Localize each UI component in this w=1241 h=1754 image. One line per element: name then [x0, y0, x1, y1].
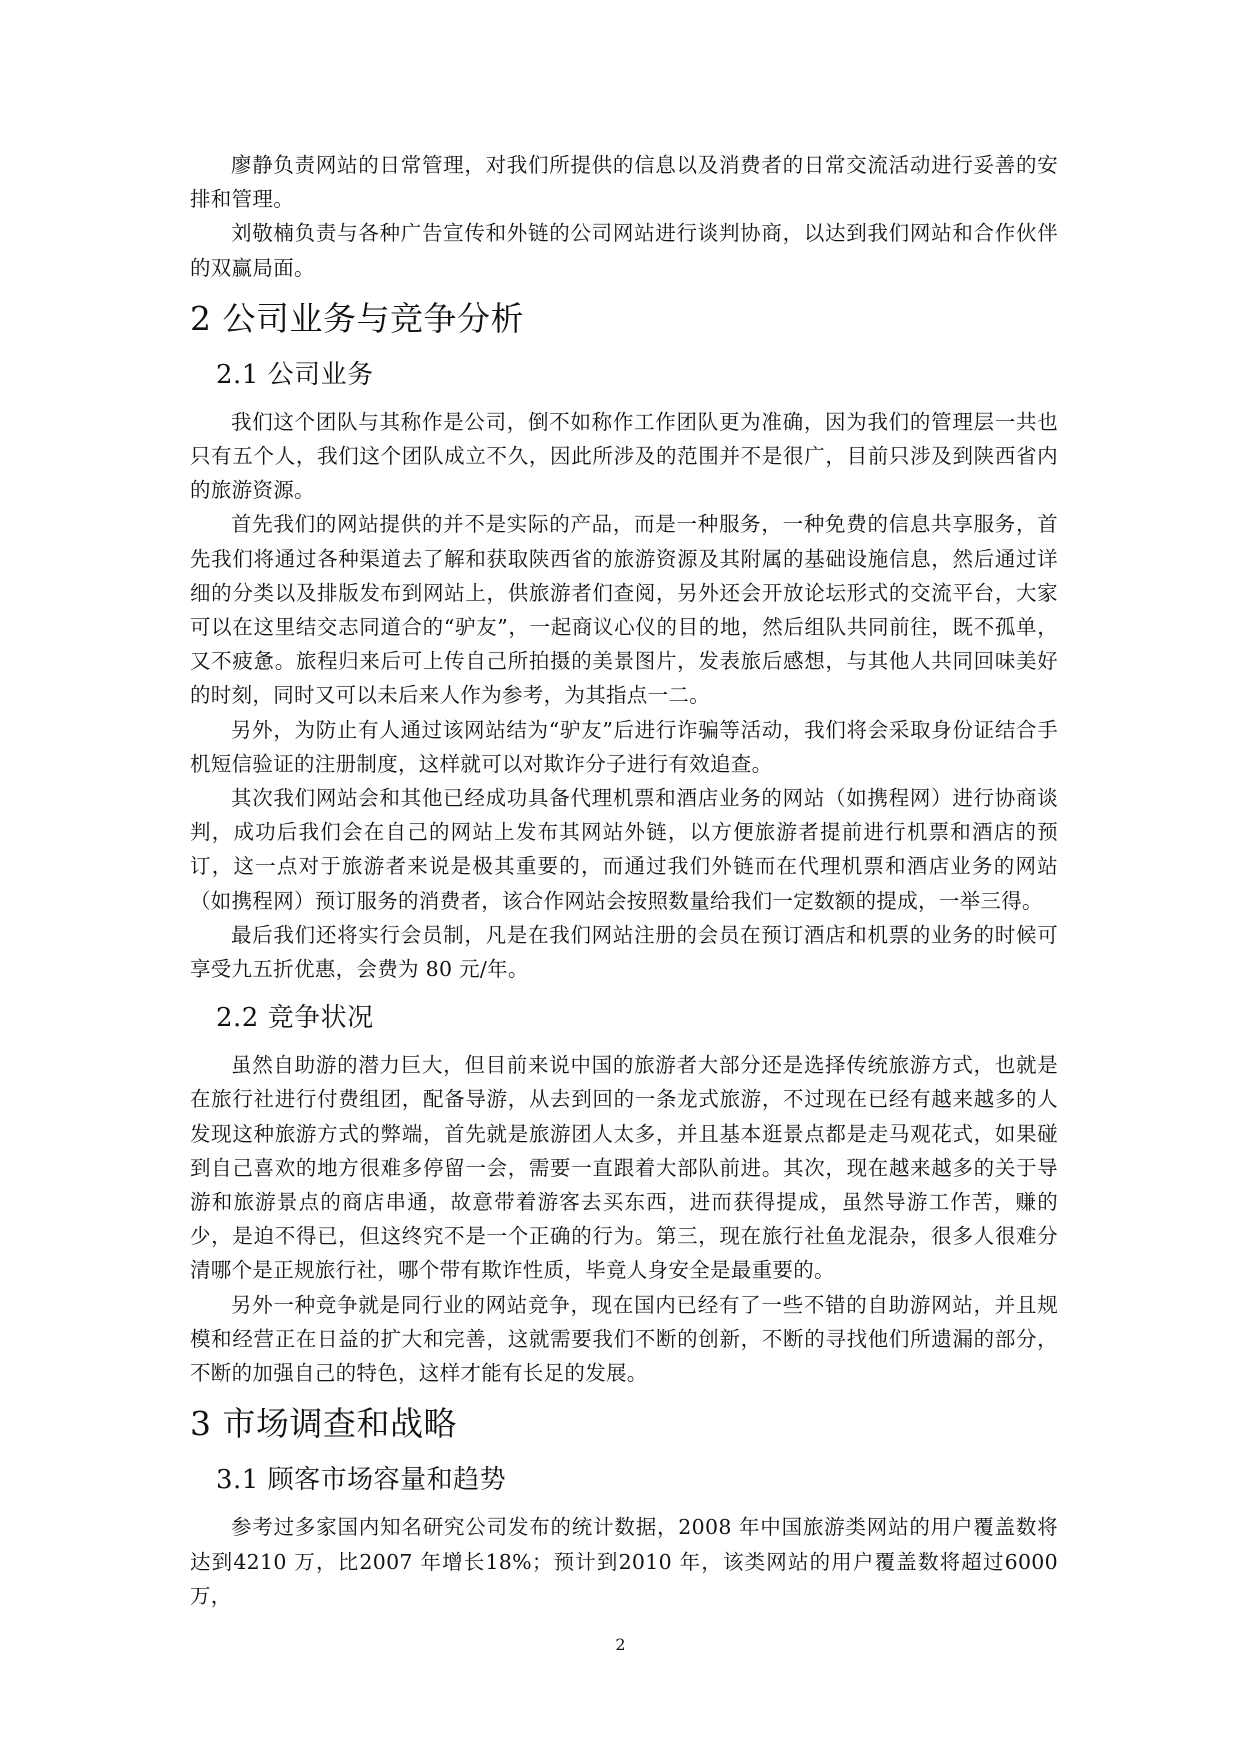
page-number: 2 — [615, 1635, 626, 1654]
page-content — [190, 148, 1058, 1613]
paragraph-team-intro: 我们这个团队与其称作是公司，倒不如称作工作团队更为准确，因为我们的管理层一共也只有五个人，我们这个团队成立不久，因此所涉及的范围并不是很广，目前只涉及到陕西省内的旅游资源。 — [190, 409, 1058, 503]
subsection-heading-2-2: 2.2 竞争状况 — [216, 1003, 374, 1034]
paragraph-traditional-travel: 虽然自助游的潜力巨大，但目前来说中国的旅游者大部分还是选择传统旅游方式，也就是在旅行社进行付费组团，配备导游，从去到回的一条龙式旅游，不过现在已经有越来越多的人发现这种旅游方式的弊端，首先就是旅游团人太多，并且基本逛景点都是走马观花式，如果碰到自己喜欢的地方很难多停留一会，需要一直跟着大部队前进。其次，现在越来越多的关于导游和旅游景点的商店串通，故意带着游客去买东西，进而获得提成，虽然导游工作苦，赚的少，是迫不得已，但这终究不是一个正确的行为。第三，现在旅行社鱼龙混杂，很多人很难分清哪个是正规旅行社，哪个带有欺诈性质，毕竟人身安全是最重要的。 — [190, 1053, 1058, 1283]
paragraph-partner-links: 其次我们网站会和其他已经成功具备代理机票和酒店业务的网站（如携程网）进行协商谈判，成功后我们会在自己的网站上发布其网站外链，以方便旅游者提前进行机票和酒店的预订，这一点对于旅游者来说是极其重要的，而通过我们外链而在代理机票和酒店业务的网站（如携程网）预订服务的消费者，该合作网站会按照数量给我们一定数额的提成，一举三得。 — [190, 786, 1058, 913]
subsection-heading-3-1: 3.1 顾客市场容量和趋势 — [216, 1465, 507, 1496]
paragraph-liu-jingnan-role: 刘敬楠负责与各种广告宣传和外链的公司网站进行谈判协商，以达到我们网站和合作伙伴的双赢局面。 — [190, 221, 1058, 280]
section-heading-3: 3 市场调查和战略 — [190, 1404, 457, 1444]
subsection-heading-2-1: 2.1 公司业务 — [216, 359, 374, 390]
section-heading-2: 2 公司业务与竞争分析 — [190, 298, 524, 338]
paragraph-service-description: 首先我们的网站提供的并不是实际的产品，而是一种服务，一种免费的信息共享服务，首先我们将通过各种渠道去了解和获取陕西省的旅游资源及其附属的基础设施信息，然后通过详细的分类以及排版发布到网站上，供旅游者们查阅，另外还会开放论坛形式的交流平台，大家可以在这里结交志同道合的“驴友”，一起商议心仪的目的地，然后组队共同前往，既不孤单，又不疲惫。旅程归来后可上传自己所拍摄的美景图片，发表旅后感想，与其他人共同回味美好的时刻，同时又可以未后来人作为参考，为其指点一二。 — [190, 512, 1058, 708]
paragraph-membership: 最后我们还将实行会员制，凡是在我们网站注册的会员在预订酒店和机票的业务的时候可享受九五折优惠，会费为 80 元/年。 — [190, 922, 1058, 982]
paragraph-website-competition: 另外一种竞争就是同行业的网站竞争，现在国内已经有了一些不错的自助游网站，并且规模和经营正在日益的扩大和完善，这就需要我们不断的创新，不断的寻找他们所遗漏的部分，不断的加强自己的特色，这样才能有长足的发展。 — [190, 1292, 1058, 1386]
paragraph-fraud-prevention: 另外，为防止有人通过该网站结为“驴友”后进行诈骗等活动，我们将会采取身份证结合手机短信验证的注册制度，这样就可以对欺诈分子进行有效追查。 — [190, 717, 1058, 776]
paragraph-market-statistics: 参考过多家国内知名研究公司发布的统计数据，2008 年中国旅游类网站的用户覆盖数将达到4210 万，比2007 年增长18%；预计到2010 年，该类网站的用户覆盖数将超过6000 万， — [190, 1515, 1058, 1608]
paragraph-liao-jing-role: 廖静负责网站的日常管理，对我们所提供的信息以及消费者的日常交流活动进行妥善的安排和管理。 — [190, 153, 1058, 212]
